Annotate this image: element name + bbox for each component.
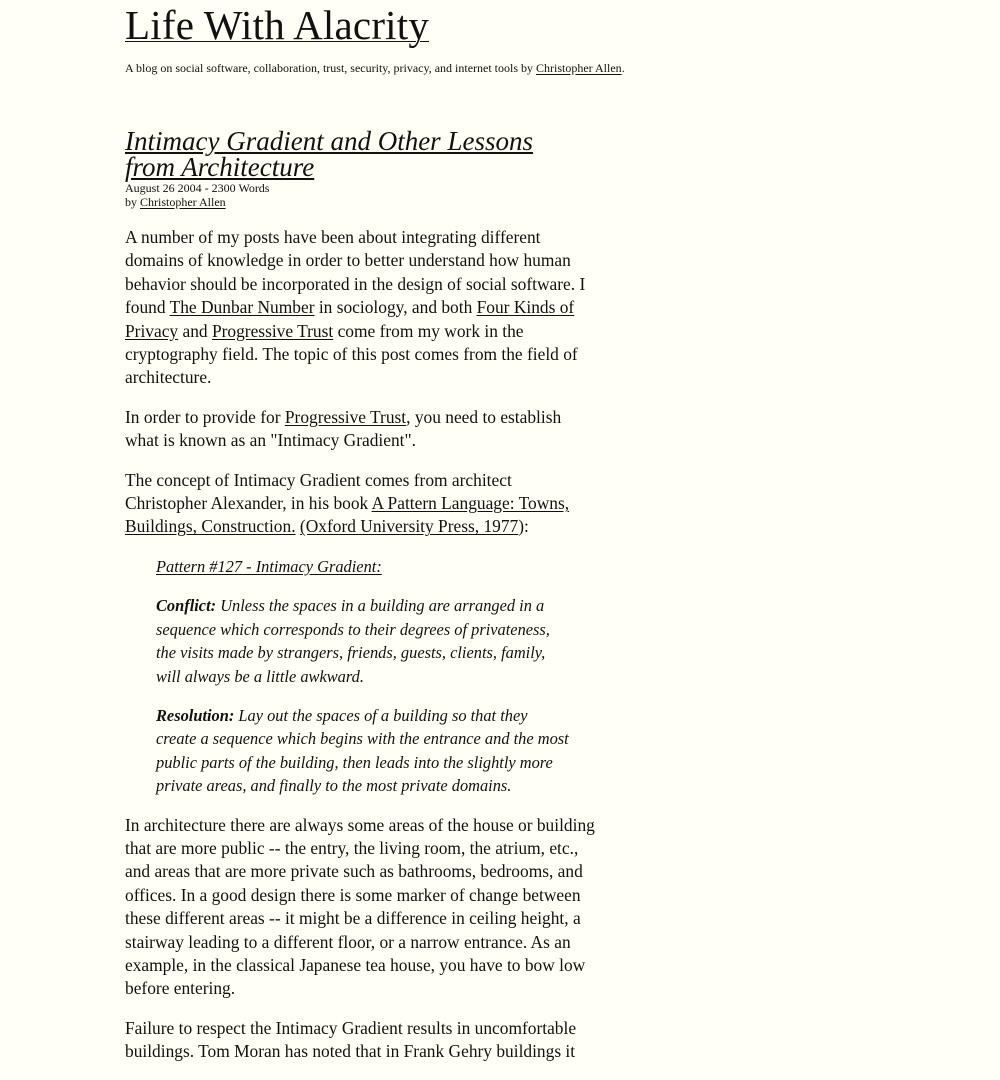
site-title-link[interactable]: Life With Alacrity — [125, 2, 430, 48]
dunbar-number-link[interactable]: The Dunbar Number — [169, 297, 315, 318]
paragraph-4: In architecture there are always some areas of the house or building that are more public -- the entry, the living room, the atrium, etc., and areas that are more private such as bathrooms, bedrooms, and offices. In a good design there is some marker of change between these different areas -- it might be a difference in ceiling height, a stairway leading to a different floor, or a narrow entrance. As an example, in the classical Japanese tea house, you have to bow low before entering. — [125, 814, 595, 999]
pattern-conflict — [156, 594, 571, 688]
page — [125, 0, 625, 1080]
p3-text-3: ): — [518, 516, 529, 537]
p1-text-3: and — [178, 320, 212, 341]
site-title — [125, 0, 605, 46]
site-tagline — [125, 60, 625, 76]
pattern-quote — [156, 555, 571, 798]
paragraph-2 — [125, 406, 597, 453]
byline-prefix: by — [125, 195, 140, 209]
conflict-label: Conflict: — [156, 596, 217, 616]
p1-text-1: A number of my posts have been about integrating different domains of knowledge in order to better understand how human behavior should be incorporated in the design of social software. I found — [125, 227, 586, 318]
p1-text-2: in sociology, and both — [314, 297, 477, 318]
post-title — [125, 128, 565, 180]
conflict-text: Unless the spaces in a building are arranged in a sequence which corresponds to their degrees of privateness, the visits made by strangers, friends, guests, clients, family, will always be a little awkward. — [156, 596, 550, 686]
resolution-label: Resolution: — [156, 705, 235, 725]
resolution-text: Lay out the spaces of a building so that they create a sequence which begins with the entrance and the most public parts of the building, then leads into the slightly more private areas, and finally to the most private domains. — [156, 705, 569, 796]
four-kinds-privacy-link[interactable]: Four Kinds of Privacy — [125, 297, 575, 341]
tagline-author-link[interactable]: Christopher Allen — [536, 61, 622, 75]
p3-text-1: The concept of Intimacy Gradient comes from architect Christopher Alexander, in his book — [125, 469, 512, 514]
post-meta — [125, 181, 605, 209]
pattern-resolution — [156, 704, 571, 798]
post-author-link[interactable]: Christopher Allen — [140, 195, 226, 209]
oxford-press-link[interactable]: (Oxford University Press, 1977 — [299, 516, 519, 537]
progressive-trust-link[interactable]: Progressive Trust — [211, 320, 334, 341]
pattern-language-link[interactable]: A Pattern Language: Towns, Buildings, Construction. — [125, 493, 570, 537]
post-date-words: August 26 2004 - 2300 Words — [125, 181, 270, 195]
pattern-heading-link[interactable]: Pattern #127 - Intimacy Gradient: — [156, 556, 382, 576]
p2-text-2: , you need to establish what is known as an "Intimacy Gradient". — [125, 406, 562, 451]
progressive-trust-link-2[interactable]: Progressive Trust — [284, 406, 407, 427]
paragraph-1 — [125, 226, 597, 390]
tagline-text: A blog on social software, collaboration, trust, security, privacy, and internet tools by — [125, 61, 537, 75]
paragraph-3 — [125, 469, 597, 539]
post-byline — [125, 195, 605, 209]
post-title-link[interactable]: Intimacy Gradient and Other Lessons from Architecture — [125, 126, 533, 182]
post-body — [125, 226, 597, 1064]
pattern-heading — [156, 555, 571, 578]
tagline-suffix: . — [621, 61, 625, 75]
p2-text-1: In order to provide for — [125, 406, 285, 427]
p1-text-4: come from my work in the cryptography field. The topic of this post comes from the field of architecture. — [125, 320, 578, 388]
paragraph-5: Failure to respect the Intimacy Gradient results in uncomfortable buildings. Tom Moran has noted that in Frank Gehry buildings it — [125, 1017, 577, 1062]
